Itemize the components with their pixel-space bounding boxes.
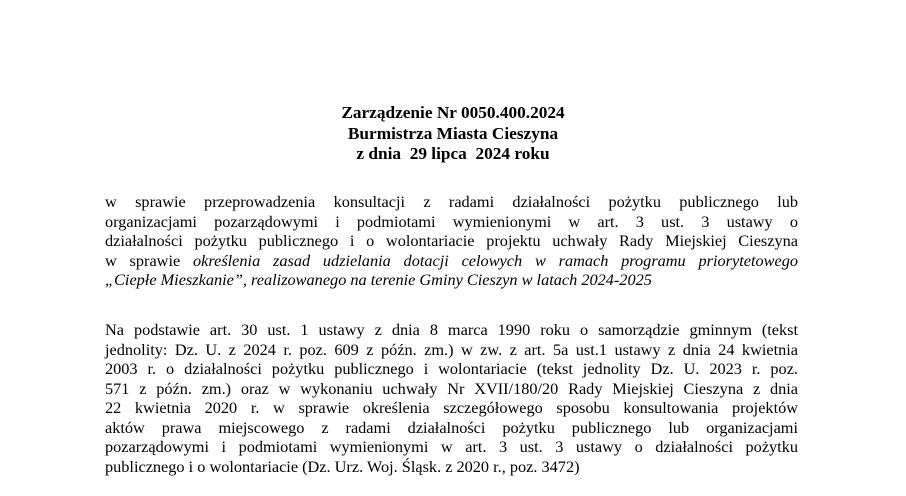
title-ordinance-number: Zarządzenie Nr 0050.400.2024 — [341, 103, 565, 122]
document-title — [0, 103, 906, 165]
subject-line — [105, 251, 798, 271]
subject-paragraph — [105, 192, 798, 290]
basis-line: 2003 r. o działalności pożytku publicznego i wolontariacie (tekst jednolity Dz. U. 2023 r. poz. — [105, 359, 798, 378]
subject-line: działalności pożytku publicznego i o wolontariacie projektu uchwały Rady Miejskiej Cieszyna — [105, 231, 798, 250]
basis-line: jednolity: Dz. U. z 2024 r. poz. 609 z późn. zm.) w zw. z art. 5a ust.1 ustawy z dnia 24 kwietnia — [105, 339, 798, 359]
subject-line — [105, 270, 798, 290]
subject-line: organizacjami pozarządowymi i podmiotami wymienionymi w art. 3 ust. 3 ustawy o — [105, 211, 798, 231]
title-date: z dnia 29 lipca 2024 roku — [356, 144, 550, 163]
legal-basis-paragraph — [105, 320, 798, 476]
basis-line: aktów prawa miejscowego z radami działalności pożytku publicznego lub organizacjami — [105, 417, 798, 437]
basis-line: Na podstawie art. 30 ust. 1 ustawy z dnia 8 marca 1990 roku o samorządzie gminnym (tekst — [105, 320, 798, 339]
subject-line-italic: określenia zasad udzielania dotacji celowych w ramach programu priorytetowego — [193, 250, 798, 270]
basis-line: 571 z późn. zm.) oraz w wykonaniu uchwały Nr XVII/180/20 Rady Miejskiej Cieszyna z dnia — [105, 378, 798, 398]
title-issuer: Burmistrza Miasta Cieszyna — [347, 123, 559, 143]
subject-line: w sprawie przeprowadzenia konsultacji z radami działalności pożytku publicznego lub — [105, 192, 798, 211]
basis-line: publicznego i o wolontariacie (Dz. Urz. Woj. Śląsk. z 2020 r., poz. 3472) — [105, 456, 580, 476]
subject-line-italic: „Ciepłe Mieszkanie”, realizowanego na terenie Gminy Cieszyn w latach 2024-2025 — [105, 270, 652, 289]
basis-line: 22 kwietnia 2020 r. w sprawie określenia szczegółowego sposobu konsultowania projektów — [105, 398, 798, 417]
subject-line-prefix: w sprawie — [105, 250, 193, 270]
basis-line: pozarządowymi i podmiotami wymienionymi w art. 3 ust. 3 ustawy o działalności pożytku — [105, 437, 798, 456]
